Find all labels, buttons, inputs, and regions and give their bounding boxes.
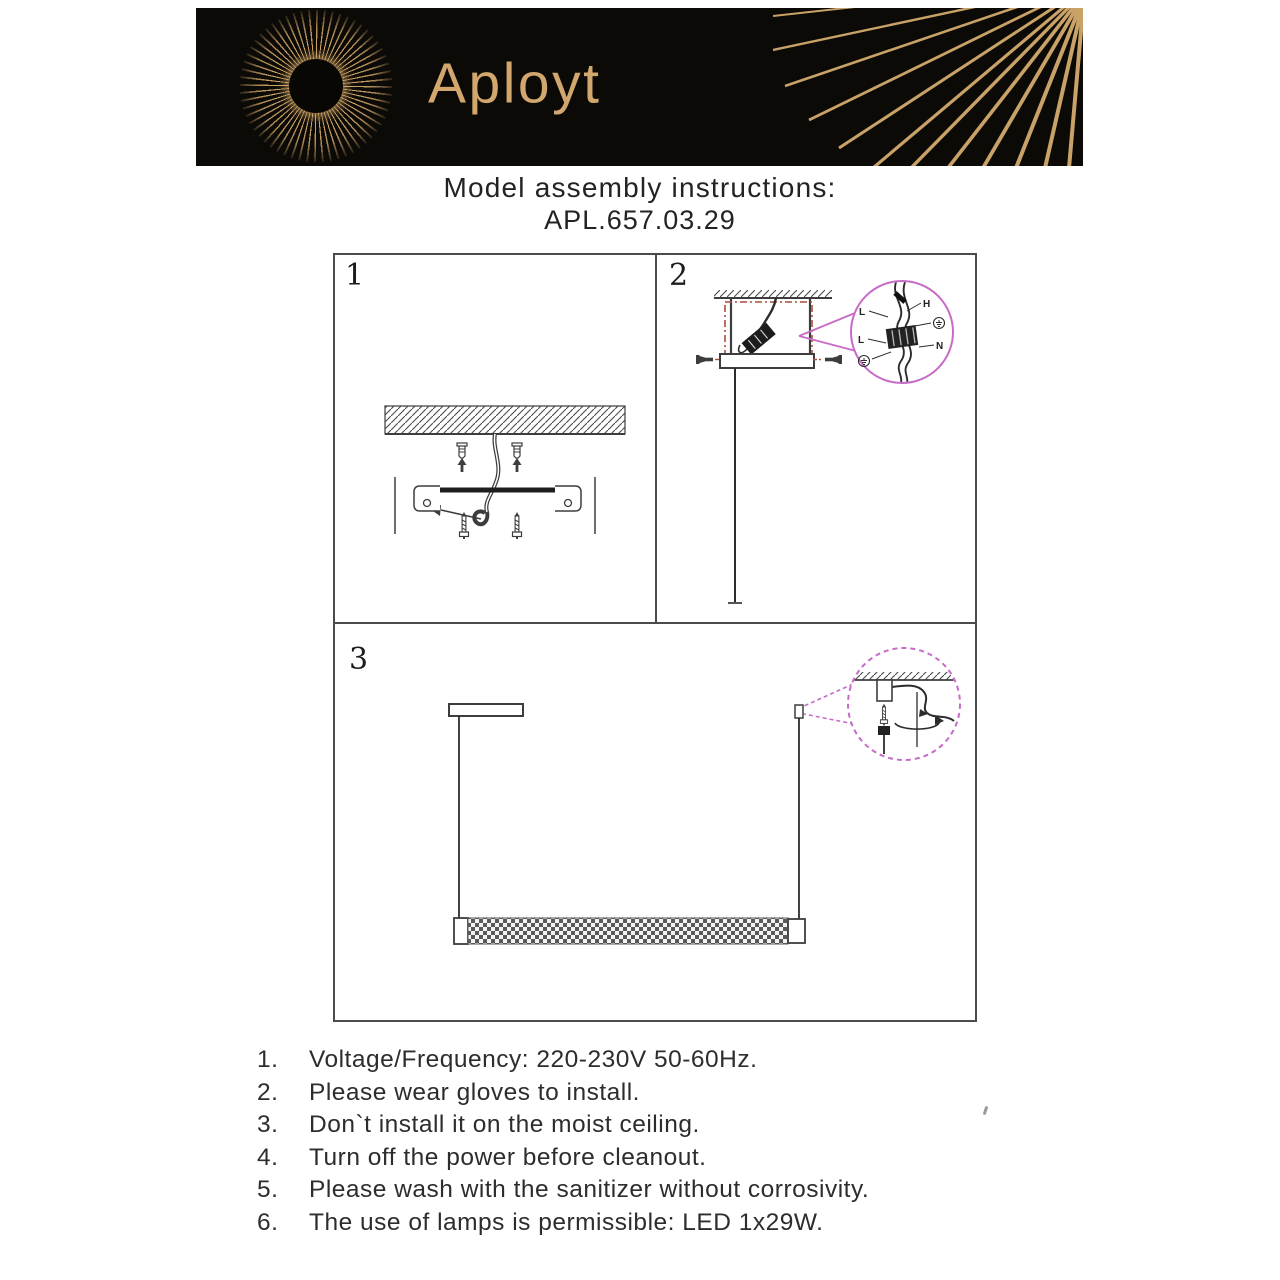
wire-label-H: H [923,299,931,310]
page-title: Model assembly instructions: [443,172,837,203]
canopy-plate [720,354,814,368]
speck-artifact [983,1106,989,1115]
instruction-number: 1. [257,1046,279,1073]
sunburst-core [289,59,343,113]
ceiling-fitting [877,680,892,701]
brand-banner [196,8,1083,166]
instruction-text: Don`t install it on the moist ceiling. [309,1111,700,1138]
terminal-block-detail [886,325,918,349]
instruction-list [257,1044,869,1239]
side-screw-icon [825,355,842,364]
model-number: APL.657.03.29 [544,205,736,235]
instruction-text: The use of lamps is permissible: LED 1x29W. [309,1208,824,1236]
step2-drawing [696,281,953,603]
mounting-detail-balloon [848,648,960,760]
wire-label-L-top: L [859,307,866,318]
instruction-text: Voltage/Frequency: 220-230V 50-60Hz. [309,1046,758,1073]
instruction-item [257,1109,869,1142]
wall-anchor-icon [457,443,467,472]
instruction-text: Turn off the power before cleanout. [309,1143,707,1171]
ceiling-hatch [385,406,625,434]
screw-icon [513,512,522,539]
instruction-text: Please wash with the sanitizer without corrosivity. [309,1176,870,1203]
cord-grip [878,726,890,735]
ceiling-hatch [714,290,832,298]
wire-label-L-mid: L [858,335,865,346]
instruction-item [257,1174,869,1207]
diagram-line-art [335,255,975,1020]
linear-lamp-bar [454,918,805,944]
ceiling-hatch [851,672,957,680]
instruction-text: Please wear gloves to install. [309,1078,640,1106]
instruction-item [257,1207,869,1240]
instruction-number: 5. [257,1176,279,1203]
instruction-item [257,1077,869,1110]
lamp-end-cap [788,919,805,943]
instruction-item [257,1142,869,1175]
instruction-number: 3. [257,1111,279,1138]
brand-name: Aployt [428,51,602,116]
step-1-number: 1 [345,258,365,293]
step3-drawing [449,648,960,944]
corner-rays-decoration [773,8,1083,166]
sunburst-logo-icon [240,10,392,162]
step1-drawing [385,406,625,539]
assembly-diagram [333,253,977,1022]
ceiling-connector [795,705,803,718]
instruction-number: 4. [257,1143,279,1171]
instruction-number: 6. [257,1208,279,1236]
lamp-mesh-body [468,918,788,944]
side-screw-icon [696,355,713,364]
step-3-number: 3 [349,642,369,677]
lamp-end-cap [454,918,468,944]
wall-anchor-icon [512,443,522,472]
canopy-plate [449,704,523,716]
wire-label-N: N [936,341,944,352]
step-2-number: 2 [669,258,689,293]
instruction-number: 2. [257,1078,279,1106]
instruction-item [257,1044,869,1077]
mounting-bracket [414,486,581,511]
